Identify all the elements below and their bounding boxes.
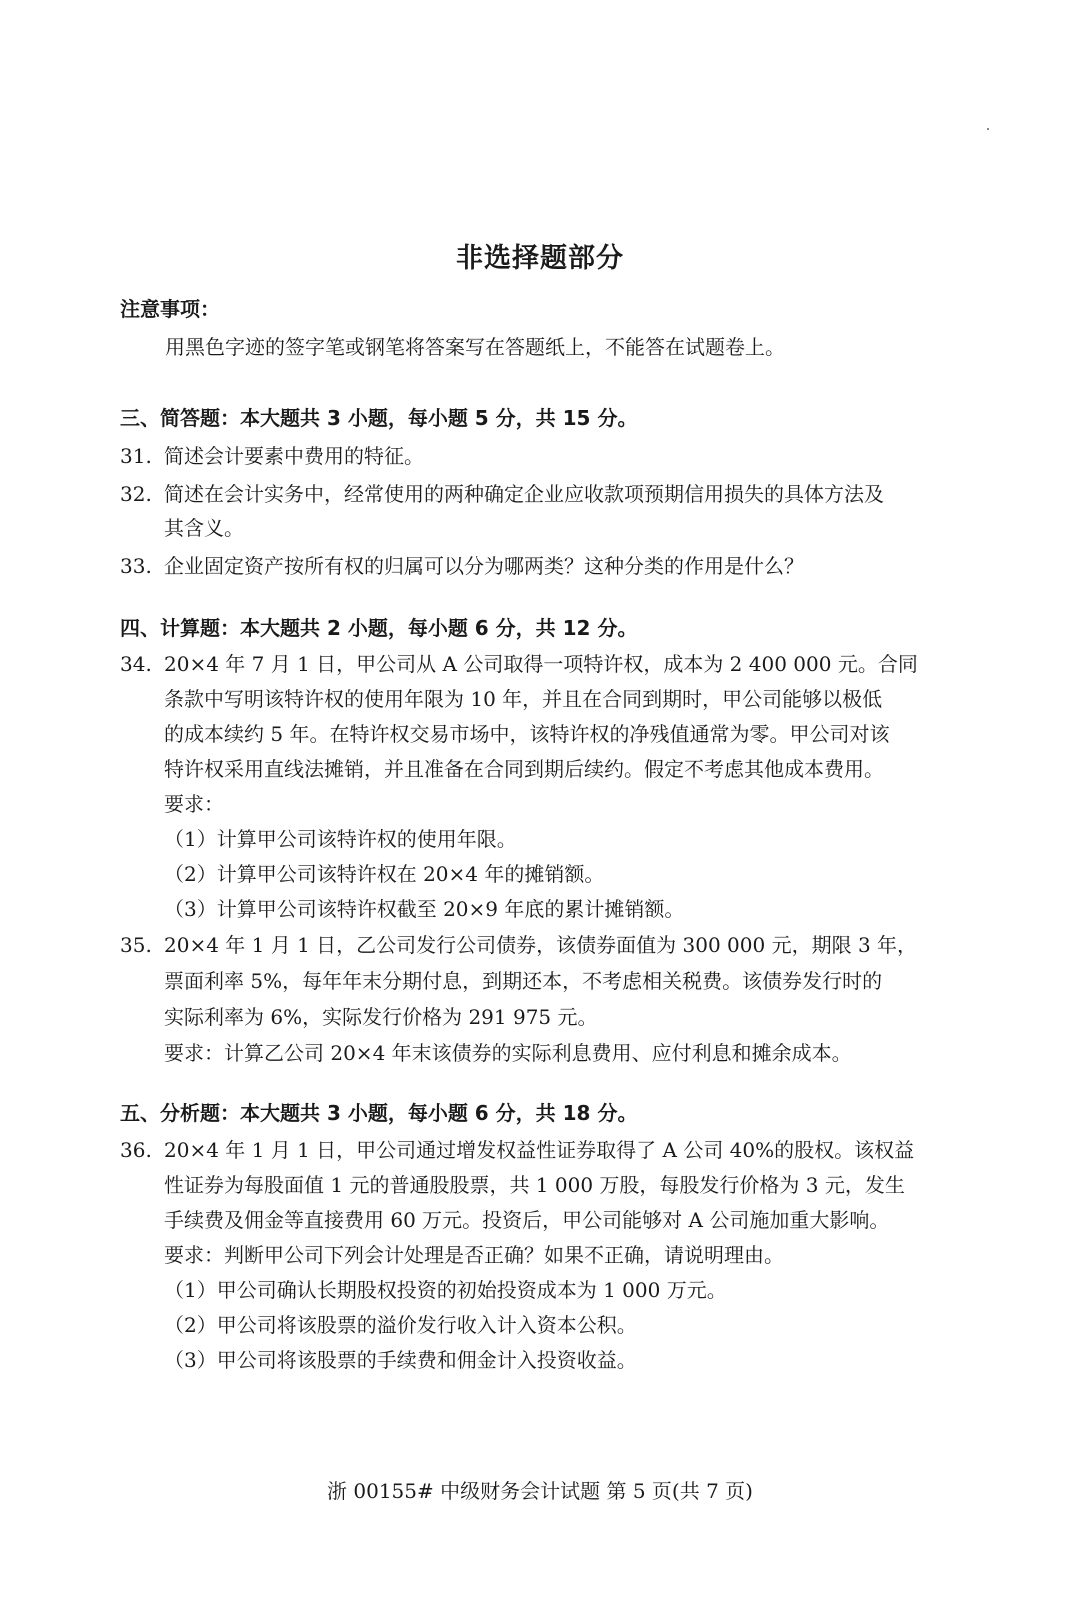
question-number: 32. [120, 482, 152, 506]
question-text: 简述会计要素中费用的特征。 [164, 444, 424, 468]
question-34-requirement: 要求： [164, 792, 224, 816]
question-text: 20×4 年 1 月 1 日，甲公司通过增发权益性证券取得了 A 公司 40%的股权。该权益 [164, 1138, 915, 1162]
question-34-sub2: （2）计算甲公司该特许权在 20×4 年的摊销额。 [164, 862, 605, 886]
question-32 [120, 481, 884, 507]
section-5-heading: 五、分析题：本大题共 3 小题，每小题 6 分，共 18 分。 [120, 1101, 638, 1125]
question-34-line4: 特许权采用直线法摊销，并且准备在合同到期后续约。假定不考虑其他成本费用。 [164, 757, 884, 781]
question-36-sub1: （1）甲公司确认长期股权投资的初始投资成本为 1 000 万元。 [164, 1278, 727, 1302]
question-35-requirement: 要求：计算乙公司 20×4 年末该债券的实际利息费用、应付利息和摊余成本。 [164, 1041, 852, 1065]
question-36-requirement: 要求：判断甲公司下列会计处理是否正确？如果不正确，请说明理由。 [164, 1243, 784, 1267]
question-34-sub3: （3）计算甲公司该特许权截至 20×9 年底的累计摊销额。 [164, 897, 685, 921]
question-number: 36. [120, 1138, 152, 1162]
question-32-line2: 其含义。 [164, 516, 244, 540]
question-number: 35. [120, 933, 152, 957]
question-36-line3: 手续费及佣金等直接费用 60 万元。投资后，甲公司能够对 A 公司施加重大影响。 [164, 1208, 890, 1232]
question-text: 企业固定资产按所有权的归属可以分为哪两类？这种分类的作用是什么？ [164, 554, 804, 578]
notice-heading: 注意事项： [120, 297, 220, 321]
question-35-line3: 实际利率为 6%，实际发行价格为 291 975 元。 [164, 1005, 598, 1029]
page-footer: 浙 00155# 中级财务会计试题 第 5 页(共 7 页) [327, 1479, 753, 1503]
question-text: 20×4 年 7 月 1 日，甲公司从 A 公司取得一项特许权，成本为 2 400 000 元。合同 [164, 652, 918, 676]
question-34-line2: 条款中写明该特许权的使用年限为 10 年，并且在合同到期时，甲公司能够以极低 [164, 687, 883, 711]
question-35 [120, 932, 917, 958]
question-33 [120, 553, 804, 579]
question-36-sub2: （2）甲公司将该股票的溢价发行收入计入资本公积。 [164, 1313, 637, 1337]
question-35-line2: 票面利率 5%，每年年末分期付息，到期还本，不考虑相关税费。该债券发行时的 [164, 969, 883, 993]
question-number: 34. [120, 652, 152, 676]
section-3-heading: 三、简答题：本大题共 3 小题，每小题 5 分，共 15 分。 [120, 406, 638, 430]
question-31 [120, 443, 424, 469]
notice-text: 用黑色字迹的签字笔或钢笔将答案写在答题纸上，不能答在试题卷上。 [165, 335, 785, 359]
question-text: 简述在会计实务中，经常使用的两种确定企业应收款项预期信用损失的具体方法及 [164, 482, 884, 506]
page-title: 非选择题部分 [456, 243, 624, 274]
question-34-line3: 的成本续约 5 年。在特许权交易市场中，该特许权的净残值通常为零。甲公司对该 [164, 722, 890, 746]
question-34-sub1: （1）计算甲公司该特许权的使用年限。 [164, 827, 517, 851]
question-number: 33. [120, 554, 152, 578]
question-number: 31. [120, 444, 152, 468]
question-text: 20×4 年 1 月 1 日，乙公司发行公司债券，该债券面值为 300 000 元，期限 3 年， [164, 933, 918, 957]
section-4-heading: 四、计算题：本大题共 2 小题，每小题 6 分，共 12 分。 [120, 616, 638, 640]
question-36 [120, 1137, 914, 1163]
question-34 [120, 651, 918, 677]
question-36-sub3: （3）甲公司将该股票的手续费和佣金计入投资收益。 [164, 1348, 637, 1372]
scan-speck [987, 128, 989, 130]
question-36-line2: 性证券为每股面值 1 元的普通股股票，共 1 000 万股，每股发行价格为 3 元，发生 [164, 1173, 905, 1197]
